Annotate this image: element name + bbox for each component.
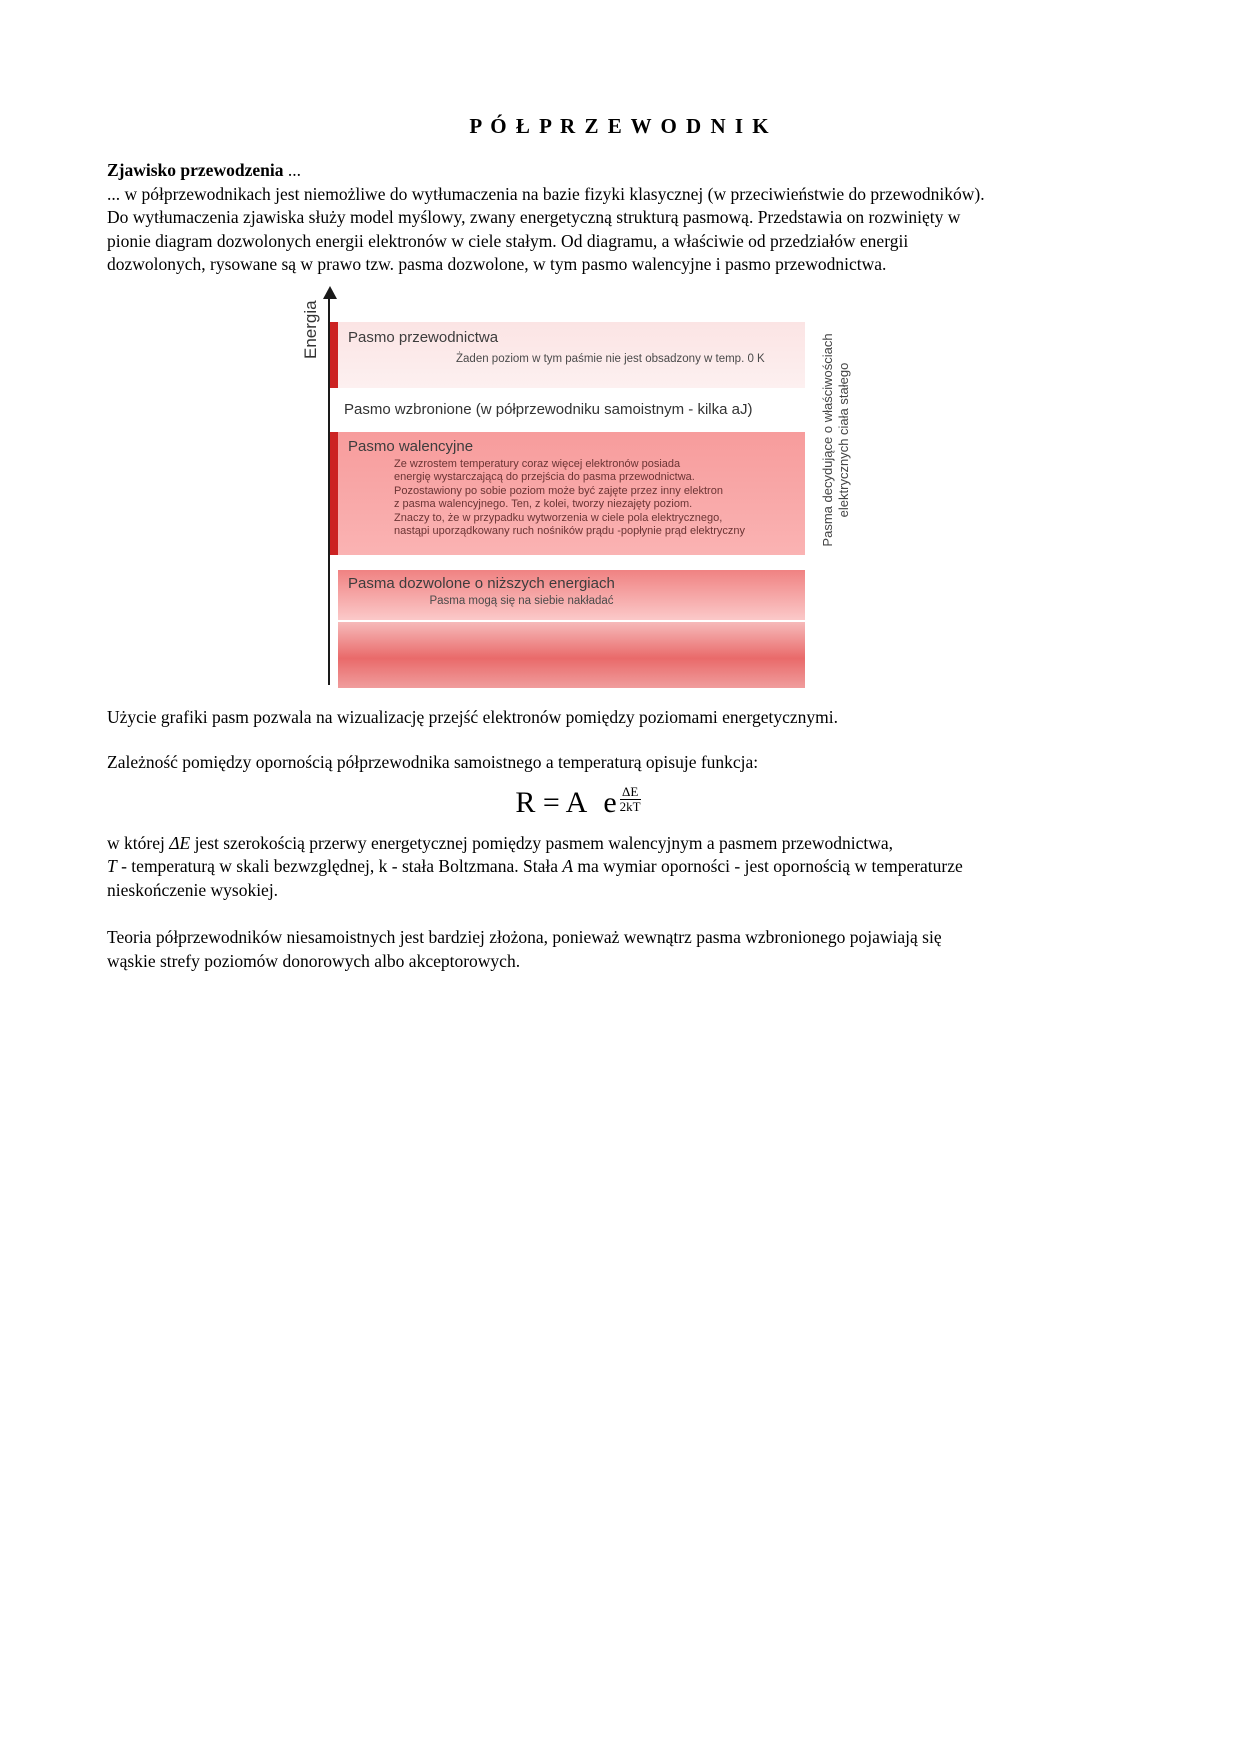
formula-row	[0, 785, 1198, 820]
conduction-band-title: Pasmo przewodnictwa	[348, 328, 499, 346]
lower-bands-note: Pasma mogą się na siebie nakładać	[429, 594, 614, 607]
text-line: nastąpi uporządkowany ruch nośników prądu -popłynie prąd elektryczny	[394, 525, 745, 537]
text-line: Pasma decydujące o właściwościach	[820, 332, 835, 547]
text-line: z pasma walencyjnego. Ten, z kolei, tworzy niezajęty poziom.	[394, 498, 693, 510]
valence-band-edge-bar	[330, 432, 338, 555]
text-segment: - temperaturą w skali bezwzględnej, k - stała Boltzmana. Stała	[116, 856, 563, 876]
valence-band-description	[348, 458, 805, 539]
valence-band-title: Pasmo walencyjne	[348, 437, 474, 455]
text-line: wąskie strefy poziomów donorowych albo akceptorowych.	[107, 950, 521, 971]
section-heading-rest: ...	[283, 160, 301, 180]
formula-exponent-denominator: 2kT	[619, 799, 641, 815]
axis-arrow-icon	[323, 286, 337, 299]
paragraph-band-graphics: Użycie grafiki pasm pozwala na wizualizację przejść elektronów pomiędzy poziomami energetycznymi.	[107, 706, 838, 727]
text-segment: ma wymiar oporności - jest opornością w temperaturze	[573, 856, 963, 876]
valence-band	[338, 432, 805, 555]
conduction-band-edge-bar	[330, 322, 338, 388]
text-line: energię wystarczającą do przejścia do pasma przewodnictwa.	[394, 471, 695, 483]
formula-lhs: R = A	[515, 785, 588, 819]
text-line: Teoria półprzewodników niesamoistnych jest bardziej złożona, ponieważ wewnątrz pasma wzbronionego pojawiają się	[107, 927, 942, 947]
text-line: dozwolonych, rysowane są w prawo tzw. pasma dozwolone, w tym pasmo walencyjne i pasmo przewodnictwa.	[107, 254, 887, 274]
paragraph-formula-explanation	[107, 832, 1180, 903]
overlapping-bands-gradient	[338, 622, 805, 688]
paragraph-extrinsic-theory	[107, 926, 1180, 973]
text-line: Ze wzrostem temperatury coraz więcej elektronów posiada	[394, 457, 681, 470]
lower-allowed-bands	[338, 570, 805, 620]
symbol-t: T	[107, 856, 117, 876]
diagram-right-caption	[820, 321, 852, 559]
text-line: Do wytłumaczenia zjawiska służy model myślowy, zwany energetyczną strukturą pasmową. Przedstawia on rozwinięty w	[107, 207, 961, 227]
energy-band-diagram	[0, 285, 1240, 690]
text-line: ... w półprzewodnikach jest niemożliwe do wytłumaczenia na bazie fizyki klasycznej (w przeciwieństwie do przewodników).	[107, 183, 985, 204]
text-segment: w której	[107, 832, 170, 853]
resistance-formula	[515, 785, 640, 820]
lower-bands-title: Pasma dozwolone o niższych energiach	[348, 574, 615, 592]
text-line: pionie diagram dozwolonych energii elektronów w ciele stałym. Od diagramu, a właściwie od przedziałów energii	[107, 230, 909, 251]
section-heading-bold: Zjawisko przewodzenia	[107, 160, 284, 180]
text-line: elektrycznych ciała stałego	[836, 362, 851, 517]
conduction-band	[338, 322, 805, 388]
symbol-delta-e: ΔE	[169, 832, 191, 853]
formula-exponent-numerator: ΔE	[620, 785, 641, 801]
forbidden-band-title: Pasmo wzbronione (w półprzewodniku samoistnym - kilka aJ)	[344, 400, 753, 418]
text-segment: jest szerokością przerwy energetycznej pomiędzy pasmem walencyjnym a pasmem przewodnictwa,	[190, 832, 893, 853]
page-title: P Ó Ł P R Z E W O D N I K	[469, 114, 771, 138]
formula-euler-e: e	[603, 785, 617, 819]
symbol-a: A	[562, 856, 574, 876]
text-line: Pozostawiony po sobie poziom może być zajęte przez inny elektron	[394, 484, 723, 497]
text-line: Znaczy to, że w przypadku wytworzenia w ciele pola elektrycznego,	[394, 511, 723, 524]
forbidden-band	[338, 388, 805, 432]
section-heading	[107, 159, 1180, 183]
y-axis-label: Energia	[301, 299, 320, 359]
text-segment: nieskończenie wysokiej.	[107, 879, 279, 900]
conduction-band-note: Żaden poziom w tym paśmie nie jest obsadzony w temp. 0 K	[456, 352, 765, 365]
paragraph-resistance-intro: Zależność pomiędzy opornością półprzewodnika samoistnego a temperaturą opisuje funkcja:	[107, 752, 759, 772]
intro-section	[107, 159, 1180, 277]
formula-exponent-fraction	[620, 785, 641, 816]
